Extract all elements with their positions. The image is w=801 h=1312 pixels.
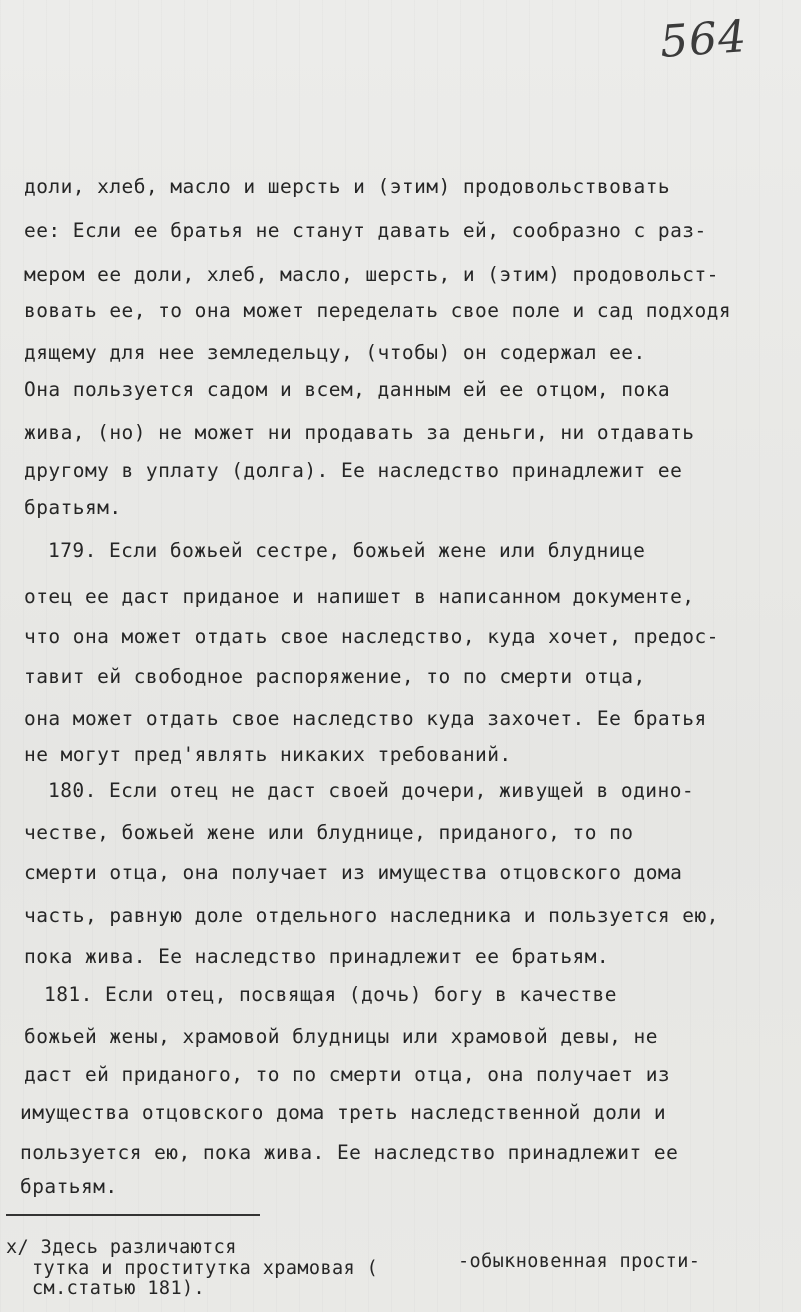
footnote-line: тутка и проститутка храмовая (: [32, 1258, 379, 1279]
article-181: 181. Если отец, посвящая (дочь) богу в качестве: [44, 983, 617, 1006]
body-line: вовать ее, то она может переделать свое поле и сад подходя: [24, 299, 732, 322]
body-line: ее: Если ее братья не станут давать ей, сообразно с раз-: [24, 219, 707, 242]
body-line: другому в уплату (долга). Ее наследство принадлежит ее: [24, 459, 683, 482]
footnote-line: см.статью 181).: [32, 1278, 206, 1299]
body-line: Она пользуется садом и всем, данным ей ее отцом, пока: [24, 378, 671, 401]
body-line: братьям.: [24, 496, 122, 519]
body-line: жива, (но) не может ни продавать за деньги, ни отдавать: [24, 421, 695, 444]
body-line: пользуется ею, пока жива. Ее наследство принадлежит ее: [20, 1141, 679, 1164]
body-line: божьей жены, храмовой блудницы или храмовой девы, не: [24, 1025, 658, 1048]
body-line: часть, равную доле отдельного наследника и пользуется ею,: [24, 904, 719, 927]
body-line: пока жива. Ее наследство принадлежит ее братьям.: [24, 945, 610, 968]
body-line: даст ей приданого, то по смерти отца, она получает из: [24, 1063, 671, 1086]
body-line: доли, хлеб, масло и шерсть и (этим) продовольствовать: [24, 175, 671, 198]
body-line: отец ее даст приданое и напишет в написанном документе,: [24, 585, 695, 608]
page-number: 564: [658, 11, 749, 68]
footnote-line: -обыкновенная прости-: [458, 1251, 701, 1272]
footnote-rule: [6, 1214, 260, 1216]
body-line: тавит ей свободное распоряжение, то по смерти отца,: [24, 665, 646, 688]
body-line: смерти отца, она получает из имущества отцовского дома: [24, 861, 683, 884]
article-180: 180. Если отец не даст своей дочери, живущей в одино-: [48, 779, 695, 802]
footnote-line: х/ Здесь различаются: [6, 1237, 237, 1258]
body-line: она может отдать свое наследство куда захочет. Ее братья: [24, 707, 707, 730]
body-line: дящему для нее земледельцу, (чтобы) он содержал ее.: [24, 341, 646, 364]
body-line: мером ее доли, хлеб, масло, шерсть, и (этим) продовольст-: [24, 263, 719, 286]
body-line: честве, божьей жене или блуднице, приданого, то по: [24, 821, 634, 844]
article-179: 179. Если божьей сестре, божьей жене или блуднице: [48, 539, 646, 562]
body-line: братьям.: [20, 1175, 118, 1198]
body-line: имущества отцовского дома треть наследственной доли и: [20, 1101, 667, 1124]
body-line: что она может отдать свое наследство, куда хочет, предос-: [24, 625, 719, 648]
body-line: не могут пред'являть никаких требований.: [24, 743, 512, 766]
